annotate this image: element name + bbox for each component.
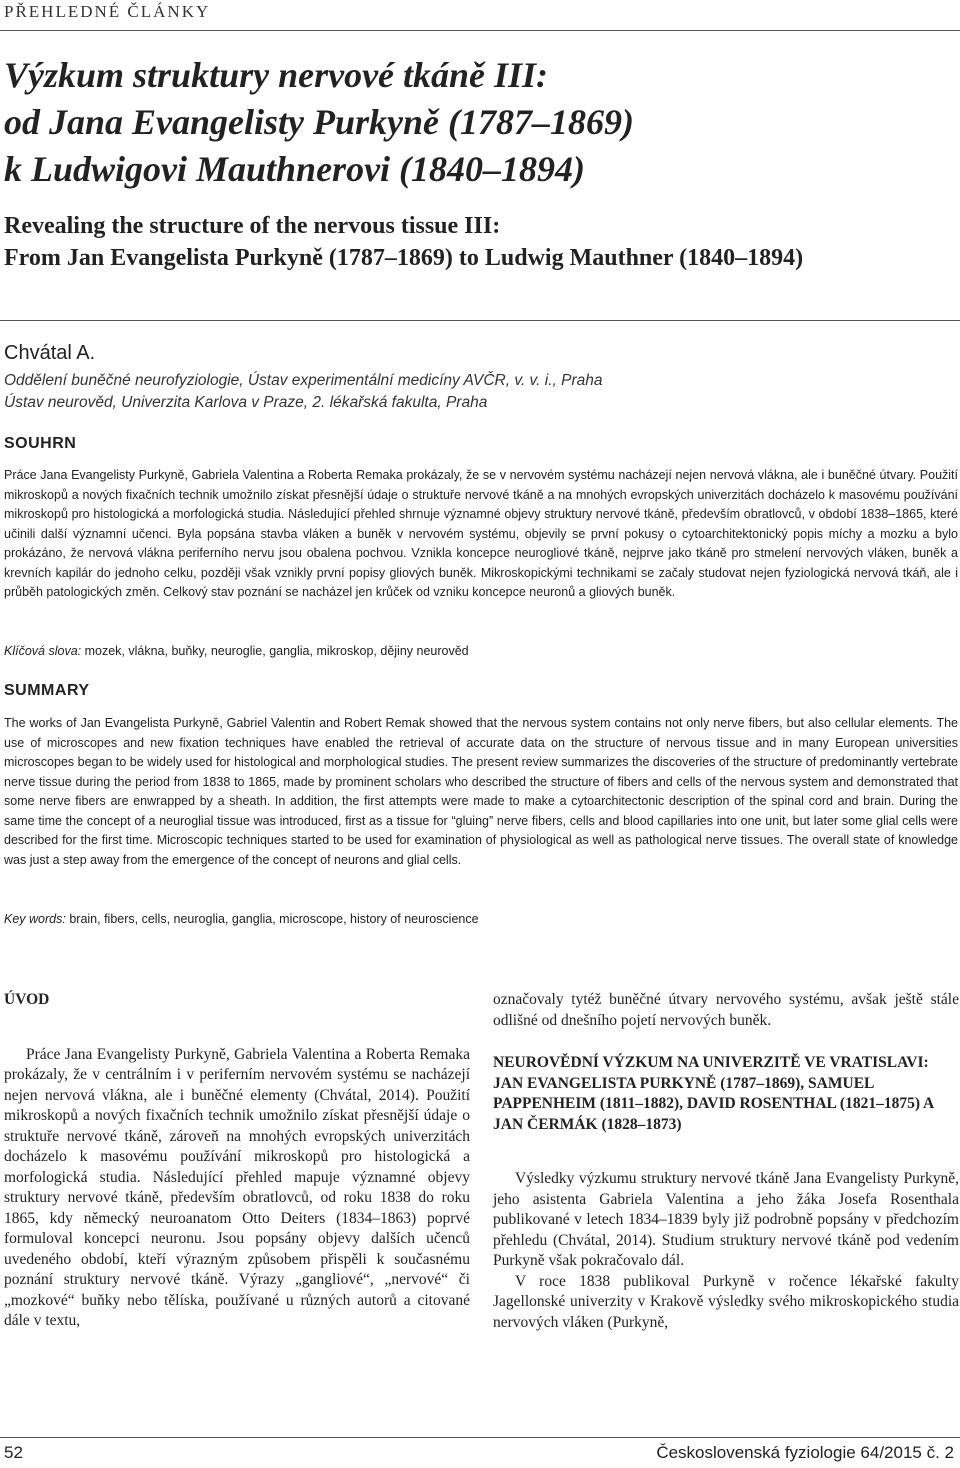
title-cz-line: Výzkum struktury nervové tkáně III:	[4, 55, 549, 95]
affiliation-line: Oddělení buněčné neurofyziologie, Ústav experimentální medicíny AVČR, v. v. i., Praha	[4, 372, 603, 389]
keywords-english	[4, 910, 958, 930]
body-column-left	[4, 990, 470, 1332]
top-divider	[0, 30, 960, 31]
title-cz-line: od Jana Evangelisty Purkyně (1787–1869)	[4, 102, 634, 142]
title-cz-line: k Ludwigovi Mauthnerovi (1840–1894)	[4, 149, 586, 189]
section-label: PŘEHLEDNÉ ČLÁNKY	[4, 2, 211, 21]
souhrn-text: Práce Jana Evangelisty Purkyně, Gabriela Valentina a Roberta Remaka prokázaly, že se v nervovém systému nacházejí nejen nervová vlákna, ale i buněčné útvary. Použití mikroskopů a nových fixačních technik umožnilo získat přesnější údaje o struktuře nervové tkáně a na mnohých evropských univerzitách docházelo k masovému používání mikroskopů pro histologická a morfologická studia. Následující přehled shrnuje významné objevy struktury nervové tkáně, především obratlovců, v období 1838–1865, které učinili další významní učenci. Byla popsána stavba vláken a buněk v nervovém systému, objevily se první pokusy o cytoarchitektonický popis míchy a mozku a bylo prokázáno, že nervová vlákna periferního nervu jsou obalena pochvou. Vznikla koncepce neurogliové tkáně, nejprve jako tkáně pro stmelení nervových vláken, buněk a krevních kapilár do jednoho celku, později však vznikly první popisy gliových buněk. Mikroskopickými technikami se začaly studovat nejen fyziologická nervová tkáň, ale i průběh patologických změn. Celkový stav poznání se nacházel jen krůček od vzniku koncepce neuronů a gliových buněk.	[4, 468, 958, 599]
article-title-english	[4, 210, 944, 274]
footer-divider	[0, 1437, 960, 1438]
title-en-line: From Jan Evangelista Purkyně (1787–1869) to Ludwig Mauthner (1840–1894)	[4, 245, 804, 271]
section-heading-uvod: ÚVOD	[4, 991, 50, 1008]
journal-citation: Československá fyziologie 64/2015 č. 2	[656, 1443, 954, 1462]
keywords-label: Key words:	[4, 912, 66, 926]
body-paragraph: Výsledky výzkumu struktury nervové tkáně Jana Evangelisty Purkyně, jeho asistenta Gabriela Valentina a jeho žáka Josefa Rosenthala publikované v letech 1834–1839 byly již podrobně popsány v předchozím přehledu (Chvátal, 2014). Studium struktury nervové tkáně pod vedením Purkyně však pokračovalo dál.	[493, 1170, 959, 1269]
body-column-right	[493, 990, 959, 1333]
summary-heading: SUMMARY	[4, 682, 90, 699]
keywords-list: mozek, vlákna, buňky, neuroglie, ganglia, mikroskop, dějiny neurověd	[84, 644, 469, 658]
summary-text: The works of Jan Evangelista Purkyně, Gabriel Valentin and Robert Remak showed that the nervous system contains not only nerve fibers, but also cellular elements. The use of microscopes and new fixation techniques have enabled the retrieval of accurate data on the structure of nervous tissue and in many European universities microscopes began to be widely used for histological and morphological studies. The present review summarizes the discoveries of the structure of predominantly vertebrate nerve tissue during the period from 1838 to 1865, made by prominent scholars who described the structure of fibers and cells of the nervous system and demonstrated that some nerve fibers are enwrapped by a sheath. In addition, the first attempts were made to make a cytoarchitectonic description of the spinal cord and brain. During the same time the concept of a neuroglial tissue was introduced, first as a tissue for “gluing” nerve fibers, cells and blood capillaries into one unit, but later some glial cells were described for the first time. Microscopic techniques started to be used for examination of physiological as well as pathological nerve tissues. The overall state of knowledge was just a step away from the emergence of the concept of neurons and glial cells.	[4, 716, 958, 867]
body-paragraph-continuation: označovaly tytéž buněčné útvary nervového systému, avšak ještě stále odlišné od dnešního pojetí nervových buněk.	[493, 991, 959, 1029]
title-en-line: Revealing the structure of the nervous tissue III:	[4, 213, 501, 239]
page-number: 52	[4, 1443, 23, 1462]
affiliation-line: Ústav neurověd, Univerzita Karlova v Praze, 2. lékařská fakulta, Praha	[4, 394, 488, 411]
keywords-list: brain, fibers, cells, neuroglia, ganglia, microscope, history of neuroscience	[69, 912, 479, 926]
keywords-czech	[4, 642, 958, 662]
keywords-label: Klíčová slova:	[4, 644, 82, 658]
section-heading-vratislav: NEUROVĚDNÍ VÝZKUM NA UNIVERZITĚ VE VRATISLAVI: JAN EVANGELISTA PURKYNĚ (1787–1869), SAMUEL PAPPENHEIM (1811–1882), DAVID ROSENTHAL (1821–1875) A JAN ČERMÁK (1828–1873)	[493, 1054, 934, 1133]
title-divider	[0, 320, 960, 321]
body-paragraph: Práce Jana Evangelisty Purkyně, Gabriela Valentina a Roberta Remaka prokázaly, že v centrálním i v periferním nervovém systému se nacházejí nejen nervová vlákna, ale i buněčné elementy (Chvátal, 2014). Použití mikroskopů a nových fixačních technik umožnilo získat přesnější údaje o struktuře nervové tkáně, zároveň na mnohých evropských univerzitách docházelo k masovému používání mikroskopů pro histologická a morfologická studia. Následující přehled mapuje významné objevy struktury nervové tkáně, především obratlovců, od roku 1838 do roku 1865, kdy německý neuroanatom Otto Deiters (1834–1863) poprvé formuloval koncepci neuronu. Jsou popsány objevy dalších učenců uvedeného období, kteří výrazným způsobem přispěli k současnému poznání struktury nervové tkáně. Výrazy „gangliové“, „nervové“ či „mozkové“ buňky nebo tělíska, používané u různých autorů a citované dále v textu,	[4, 1045, 470, 1329]
author-name: Chvátal A.	[4, 342, 96, 364]
article-title-czech	[4, 52, 944, 193]
souhrn-heading: SOUHRN	[4, 435, 77, 452]
body-paragraph: V roce 1838 publikoval Purkyně v ročence lékařské fakulty Jagellonské univerzity v Krakově výsledky svého mikroskopického studia nervových vláken (Purkyně,	[493, 1272, 959, 1331]
